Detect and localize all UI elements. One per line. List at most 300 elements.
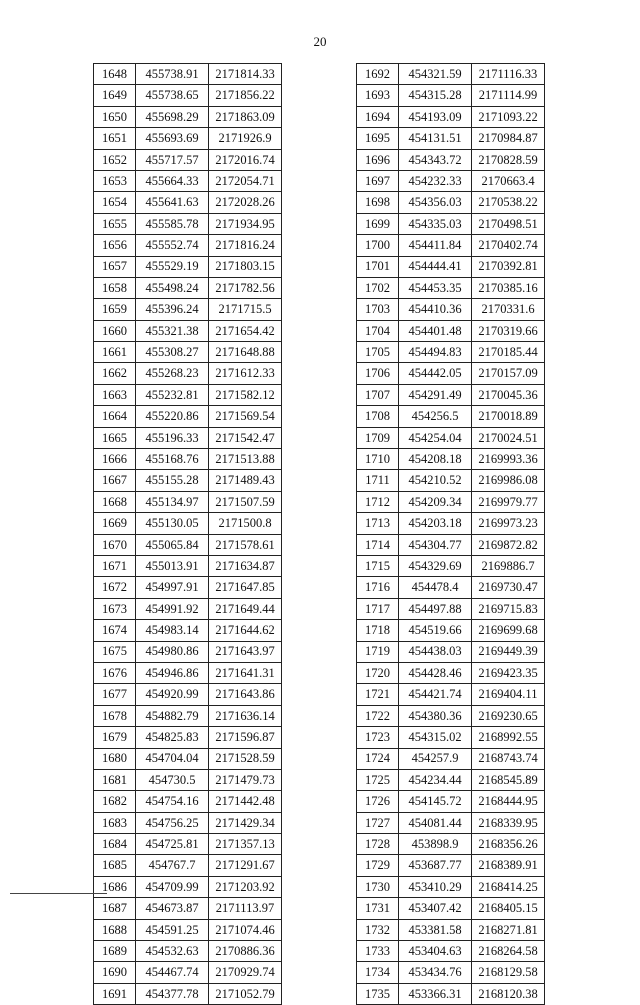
x-coordinate-cell: 454478.4 bbox=[399, 577, 472, 598]
x-coordinate-cell: 454453.35 bbox=[399, 277, 472, 298]
y-coordinate-cell: 2170984.87 bbox=[472, 128, 545, 149]
table-row bbox=[357, 598, 545, 619]
y-coordinate-cell: 2170929.74 bbox=[209, 962, 282, 983]
y-coordinate-cell: 2171636.14 bbox=[209, 705, 282, 726]
table-row bbox=[94, 919, 282, 940]
y-coordinate-cell: 2171649.44 bbox=[209, 598, 282, 619]
x-coordinate-cell: 454291.49 bbox=[399, 384, 472, 405]
table-row bbox=[357, 812, 545, 833]
point-number-cell: 1670 bbox=[94, 534, 136, 555]
x-coordinate-cell: 455013.91 bbox=[136, 555, 209, 576]
x-coordinate-cell: 454131.51 bbox=[399, 128, 472, 149]
table-row bbox=[357, 791, 545, 812]
point-number-cell: 1656 bbox=[94, 235, 136, 256]
y-coordinate-cell: 2169730.47 bbox=[472, 577, 545, 598]
point-number-cell: 1728 bbox=[357, 834, 399, 855]
x-coordinate-cell: 454725.81 bbox=[136, 834, 209, 855]
point-number-cell: 1732 bbox=[357, 919, 399, 940]
x-coordinate-cell: 454401.48 bbox=[399, 320, 472, 341]
point-number-cell: 1725 bbox=[357, 769, 399, 790]
table-row bbox=[94, 256, 282, 277]
point-number-cell: 1694 bbox=[357, 106, 399, 127]
y-coordinate-cell: 2168545.89 bbox=[472, 769, 545, 790]
table-row bbox=[94, 769, 282, 790]
table-row bbox=[357, 513, 545, 534]
table-row bbox=[357, 684, 545, 705]
x-coordinate-cell: 454467.74 bbox=[136, 962, 209, 983]
y-coordinate-cell: 2171114.99 bbox=[472, 85, 545, 106]
point-number-cell: 1731 bbox=[357, 898, 399, 919]
x-coordinate-cell: 454256.5 bbox=[399, 406, 472, 427]
coordinates-table-body bbox=[357, 64, 545, 1005]
x-coordinate-cell: 454673.87 bbox=[136, 898, 209, 919]
x-coordinate-cell: 454825.83 bbox=[136, 727, 209, 748]
x-coordinate-cell: 454208.18 bbox=[399, 449, 472, 470]
y-coordinate-cell: 2171648.88 bbox=[209, 342, 282, 363]
y-coordinate-cell: 2169886.7 bbox=[472, 555, 545, 576]
y-coordinate-cell: 2171357.13 bbox=[209, 834, 282, 855]
y-coordinate-cell: 2170331.6 bbox=[472, 299, 545, 320]
y-coordinate-cell: 2169993.36 bbox=[472, 449, 545, 470]
table-row bbox=[357, 449, 545, 470]
table-row bbox=[94, 791, 282, 812]
y-coordinate-cell: 2171647.85 bbox=[209, 577, 282, 598]
table-row bbox=[94, 149, 282, 170]
point-number-cell: 1678 bbox=[94, 705, 136, 726]
table-row bbox=[94, 320, 282, 341]
x-coordinate-cell: 454980.86 bbox=[136, 641, 209, 662]
x-coordinate-cell: 455529.19 bbox=[136, 256, 209, 277]
x-coordinate-cell: 453366.31 bbox=[399, 983, 472, 1004]
x-coordinate-cell: 455498.24 bbox=[136, 277, 209, 298]
point-number-cell: 1707 bbox=[357, 384, 399, 405]
x-coordinate-cell: 454203.18 bbox=[399, 513, 472, 534]
point-number-cell: 1706 bbox=[357, 363, 399, 384]
table-row bbox=[357, 919, 545, 940]
x-coordinate-cell: 454532.63 bbox=[136, 941, 209, 962]
point-number-cell: 1667 bbox=[94, 470, 136, 491]
point-number-cell: 1730 bbox=[357, 876, 399, 897]
x-coordinate-cell: 454497.88 bbox=[399, 598, 472, 619]
point-number-cell: 1713 bbox=[357, 513, 399, 534]
x-coordinate-cell: 454210.52 bbox=[399, 470, 472, 491]
table-row bbox=[357, 192, 545, 213]
x-coordinate-cell: 453410.29 bbox=[399, 876, 472, 897]
table-row bbox=[357, 834, 545, 855]
table-row bbox=[94, 299, 282, 320]
table-row bbox=[94, 705, 282, 726]
point-number-cell: 1691 bbox=[94, 983, 136, 1004]
point-number-cell: 1651 bbox=[94, 128, 136, 149]
y-coordinate-cell: 2168120.38 bbox=[472, 983, 545, 1004]
point-number-cell: 1649 bbox=[94, 85, 136, 106]
table-row bbox=[94, 834, 282, 855]
point-number-cell: 1699 bbox=[357, 213, 399, 234]
point-number-cell: 1679 bbox=[94, 727, 136, 748]
table-row bbox=[94, 727, 282, 748]
x-coordinate-cell: 455585.78 bbox=[136, 213, 209, 234]
point-number-cell: 1665 bbox=[94, 427, 136, 448]
point-number-cell: 1712 bbox=[357, 491, 399, 512]
y-coordinate-cell: 2171528.59 bbox=[209, 748, 282, 769]
x-coordinate-cell: 454304.77 bbox=[399, 534, 472, 555]
x-coordinate-cell: 455220.86 bbox=[136, 406, 209, 427]
y-coordinate-cell: 2171926.9 bbox=[209, 128, 282, 149]
point-number-cell: 1703 bbox=[357, 299, 399, 320]
y-coordinate-cell: 2171582.12 bbox=[209, 384, 282, 405]
x-coordinate-cell: 454145.72 bbox=[399, 791, 472, 812]
point-number-cell: 1690 bbox=[94, 962, 136, 983]
x-coordinate-cell: 455641.63 bbox=[136, 192, 209, 213]
y-coordinate-cell: 2170828.59 bbox=[472, 149, 545, 170]
x-coordinate-cell: 454754.16 bbox=[136, 791, 209, 812]
point-number-cell: 1686 bbox=[94, 876, 136, 897]
x-coordinate-cell: 454946.86 bbox=[136, 662, 209, 683]
table-row bbox=[357, 876, 545, 897]
y-coordinate-cell: 2171814.33 bbox=[209, 64, 282, 85]
point-number-cell: 1708 bbox=[357, 406, 399, 427]
point-number-cell: 1718 bbox=[357, 620, 399, 641]
point-number-cell: 1668 bbox=[94, 491, 136, 512]
x-coordinate-cell: 454591.25 bbox=[136, 919, 209, 940]
y-coordinate-cell: 2171513.88 bbox=[209, 449, 282, 470]
point-number-cell: 1655 bbox=[94, 213, 136, 234]
table-row bbox=[357, 748, 545, 769]
point-number-cell: 1680 bbox=[94, 748, 136, 769]
table-row bbox=[357, 235, 545, 256]
point-number-cell: 1684 bbox=[94, 834, 136, 855]
point-number-cell: 1663 bbox=[94, 384, 136, 405]
table-row bbox=[357, 299, 545, 320]
table-row bbox=[357, 128, 545, 149]
x-coordinate-cell: 453404.63 bbox=[399, 941, 472, 962]
y-coordinate-cell: 2168992.55 bbox=[472, 727, 545, 748]
x-coordinate-cell: 454193.09 bbox=[399, 106, 472, 127]
table-row bbox=[357, 577, 545, 598]
point-number-cell: 1674 bbox=[94, 620, 136, 641]
x-coordinate-cell: 454442.05 bbox=[399, 363, 472, 384]
x-coordinate-cell: 454232.33 bbox=[399, 170, 472, 191]
y-coordinate-cell: 2169715.83 bbox=[472, 598, 545, 619]
table-row bbox=[357, 256, 545, 277]
point-number-cell: 1650 bbox=[94, 106, 136, 127]
table-row bbox=[94, 491, 282, 512]
x-coordinate-cell: 454709.99 bbox=[136, 876, 209, 897]
x-coordinate-cell: 455168.76 bbox=[136, 449, 209, 470]
y-coordinate-cell: 2171489.43 bbox=[209, 470, 282, 491]
x-coordinate-cell: 454767.7 bbox=[136, 855, 209, 876]
table-row bbox=[94, 855, 282, 876]
y-coordinate-cell: 2171596.87 bbox=[209, 727, 282, 748]
point-number-cell: 1717 bbox=[357, 598, 399, 619]
y-coordinate-cell: 2171643.86 bbox=[209, 684, 282, 705]
x-coordinate-cell: 454730.5 bbox=[136, 769, 209, 790]
y-coordinate-cell: 2170886.36 bbox=[209, 941, 282, 962]
coordinates-table-right bbox=[356, 63, 545, 1005]
x-coordinate-cell: 455693.69 bbox=[136, 128, 209, 149]
point-number-cell: 1688 bbox=[94, 919, 136, 940]
table-row bbox=[357, 277, 545, 298]
table-row bbox=[94, 962, 282, 983]
table-row bbox=[357, 363, 545, 384]
point-number-cell: 1685 bbox=[94, 855, 136, 876]
x-coordinate-cell: 454377.78 bbox=[136, 983, 209, 1004]
x-coordinate-cell: 453434.76 bbox=[399, 962, 472, 983]
point-number-cell: 1692 bbox=[357, 64, 399, 85]
y-coordinate-cell: 2168414.25 bbox=[472, 876, 545, 897]
y-coordinate-cell: 2171578.61 bbox=[209, 534, 282, 555]
point-number-cell: 1704 bbox=[357, 320, 399, 341]
x-coordinate-cell: 454321.59 bbox=[399, 64, 472, 85]
y-coordinate-cell: 2171203.92 bbox=[209, 876, 282, 897]
point-number-cell: 1695 bbox=[357, 128, 399, 149]
point-number-cell: 1660 bbox=[94, 320, 136, 341]
table-row bbox=[94, 555, 282, 576]
y-coordinate-cell: 2171654.42 bbox=[209, 320, 282, 341]
x-coordinate-cell: 454983.14 bbox=[136, 620, 209, 641]
y-coordinate-cell: 2168444.95 bbox=[472, 791, 545, 812]
table-row bbox=[94, 128, 282, 149]
point-number-cell: 1700 bbox=[357, 235, 399, 256]
y-coordinate-cell: 2171641.31 bbox=[209, 662, 282, 683]
table-row bbox=[357, 149, 545, 170]
y-coordinate-cell: 2168743.74 bbox=[472, 748, 545, 769]
x-coordinate-cell: 454343.72 bbox=[399, 149, 472, 170]
x-coordinate-cell: 454444.41 bbox=[399, 256, 472, 277]
point-number-cell: 1724 bbox=[357, 748, 399, 769]
table-row bbox=[357, 320, 545, 341]
point-number-cell: 1687 bbox=[94, 898, 136, 919]
table-row bbox=[357, 855, 545, 876]
point-number-cell: 1729 bbox=[357, 855, 399, 876]
table-row bbox=[94, 449, 282, 470]
point-number-cell: 1681 bbox=[94, 769, 136, 790]
y-coordinate-cell: 2168356.26 bbox=[472, 834, 545, 855]
table-row bbox=[357, 170, 545, 191]
table-row bbox=[357, 983, 545, 1004]
y-coordinate-cell: 2169449.39 bbox=[472, 641, 545, 662]
point-number-cell: 1701 bbox=[357, 256, 399, 277]
x-coordinate-cell: 454356.03 bbox=[399, 192, 472, 213]
y-coordinate-cell: 2170663.4 bbox=[472, 170, 545, 191]
y-coordinate-cell: 2171093.22 bbox=[472, 106, 545, 127]
footnote-rule bbox=[10, 893, 107, 894]
table-row bbox=[94, 812, 282, 833]
x-coordinate-cell: 455738.91 bbox=[136, 64, 209, 85]
point-number-cell: 1675 bbox=[94, 641, 136, 662]
table-row bbox=[357, 106, 545, 127]
point-number-cell: 1733 bbox=[357, 941, 399, 962]
table-row bbox=[357, 555, 545, 576]
table-row bbox=[357, 641, 545, 662]
y-coordinate-cell: 2172054.71 bbox=[209, 170, 282, 191]
x-coordinate-cell: 455717.57 bbox=[136, 149, 209, 170]
x-coordinate-cell: 455130.05 bbox=[136, 513, 209, 534]
y-coordinate-cell: 2169986.08 bbox=[472, 470, 545, 491]
x-coordinate-cell: 455196.33 bbox=[136, 427, 209, 448]
point-number-cell: 1666 bbox=[94, 449, 136, 470]
x-coordinate-cell: 454329.69 bbox=[399, 555, 472, 576]
x-coordinate-cell: 454428.46 bbox=[399, 662, 472, 683]
x-coordinate-cell: 455308.27 bbox=[136, 342, 209, 363]
x-coordinate-cell: 454081.44 bbox=[399, 812, 472, 833]
x-coordinate-cell: 454997.91 bbox=[136, 577, 209, 598]
y-coordinate-cell: 2172016.74 bbox=[209, 149, 282, 170]
table-row bbox=[94, 620, 282, 641]
table-row bbox=[94, 406, 282, 427]
y-coordinate-cell: 2171856.22 bbox=[209, 85, 282, 106]
table-row bbox=[94, 106, 282, 127]
y-coordinate-cell: 2170385.16 bbox=[472, 277, 545, 298]
point-number-cell: 1710 bbox=[357, 449, 399, 470]
x-coordinate-cell: 454380.36 bbox=[399, 705, 472, 726]
point-number-cell: 1672 bbox=[94, 577, 136, 598]
y-coordinate-cell: 2170157.09 bbox=[472, 363, 545, 384]
point-number-cell: 1677 bbox=[94, 684, 136, 705]
x-coordinate-cell: 454421.74 bbox=[399, 684, 472, 705]
table-row bbox=[94, 192, 282, 213]
point-number-cell: 1735 bbox=[357, 983, 399, 1004]
y-coordinate-cell: 2170185.44 bbox=[472, 342, 545, 363]
table-row bbox=[94, 85, 282, 106]
x-coordinate-cell: 454335.03 bbox=[399, 213, 472, 234]
table-row bbox=[357, 427, 545, 448]
point-number-cell: 1664 bbox=[94, 406, 136, 427]
table-row bbox=[94, 277, 282, 298]
x-coordinate-cell: 454257.9 bbox=[399, 748, 472, 769]
point-number-cell: 1676 bbox=[94, 662, 136, 683]
x-coordinate-cell: 455664.33 bbox=[136, 170, 209, 191]
table-row bbox=[357, 727, 545, 748]
table-row bbox=[94, 641, 282, 662]
point-number-cell: 1657 bbox=[94, 256, 136, 277]
table-row bbox=[94, 662, 282, 683]
point-number-cell: 1661 bbox=[94, 342, 136, 363]
x-coordinate-cell: 455268.23 bbox=[136, 363, 209, 384]
table-row bbox=[94, 513, 282, 534]
x-coordinate-cell: 454254.04 bbox=[399, 427, 472, 448]
y-coordinate-cell: 2171816.24 bbox=[209, 235, 282, 256]
y-coordinate-cell: 2168389.91 bbox=[472, 855, 545, 876]
x-coordinate-cell: 455738.65 bbox=[136, 85, 209, 106]
x-coordinate-cell: 453381.58 bbox=[399, 919, 472, 940]
coordinates-table-left bbox=[93, 63, 282, 1005]
x-coordinate-cell: 454315.28 bbox=[399, 85, 472, 106]
x-coordinate-cell: 454234.44 bbox=[399, 769, 472, 790]
point-number-cell: 1723 bbox=[357, 727, 399, 748]
y-coordinate-cell: 2171113.97 bbox=[209, 898, 282, 919]
table-row bbox=[94, 983, 282, 1004]
x-coordinate-cell: 454704.04 bbox=[136, 748, 209, 769]
table-row bbox=[357, 534, 545, 555]
x-coordinate-cell: 454209.34 bbox=[399, 491, 472, 512]
table-row bbox=[94, 363, 282, 384]
point-number-cell: 1711 bbox=[357, 470, 399, 491]
y-coordinate-cell: 2171500.8 bbox=[209, 513, 282, 534]
y-coordinate-cell: 2170319.66 bbox=[472, 320, 545, 341]
x-coordinate-cell: 455698.29 bbox=[136, 106, 209, 127]
point-number-cell: 1658 bbox=[94, 277, 136, 298]
table-row bbox=[94, 427, 282, 448]
y-coordinate-cell: 2169699.68 bbox=[472, 620, 545, 641]
y-coordinate-cell: 2171643.97 bbox=[209, 641, 282, 662]
x-coordinate-cell: 454410.36 bbox=[399, 299, 472, 320]
x-coordinate-cell: 455155.28 bbox=[136, 470, 209, 491]
y-coordinate-cell: 2171052.79 bbox=[209, 983, 282, 1004]
y-coordinate-cell: 2170538.22 bbox=[472, 192, 545, 213]
table-row bbox=[94, 213, 282, 234]
table-row bbox=[357, 85, 545, 106]
y-coordinate-cell: 2169423.35 bbox=[472, 662, 545, 683]
point-number-cell: 1689 bbox=[94, 941, 136, 962]
point-number-cell: 1702 bbox=[357, 277, 399, 298]
y-coordinate-cell: 2171116.33 bbox=[472, 64, 545, 85]
y-coordinate-cell: 2171074.46 bbox=[209, 919, 282, 940]
x-coordinate-cell: 454882.79 bbox=[136, 705, 209, 726]
point-number-cell: 1673 bbox=[94, 598, 136, 619]
point-number-cell: 1722 bbox=[357, 705, 399, 726]
table-row bbox=[357, 64, 545, 85]
point-number-cell: 1715 bbox=[357, 555, 399, 576]
table-row bbox=[357, 898, 545, 919]
table-row bbox=[94, 684, 282, 705]
table-row bbox=[94, 876, 282, 897]
point-number-cell: 1682 bbox=[94, 791, 136, 812]
y-coordinate-cell: 2171291.67 bbox=[209, 855, 282, 876]
y-coordinate-cell: 2170045.36 bbox=[472, 384, 545, 405]
point-number-cell: 1659 bbox=[94, 299, 136, 320]
y-coordinate-cell: 2169973.23 bbox=[472, 513, 545, 534]
table-row bbox=[357, 491, 545, 512]
y-coordinate-cell: 2171934.95 bbox=[209, 213, 282, 234]
point-number-cell: 1696 bbox=[357, 149, 399, 170]
x-coordinate-cell: 453407.42 bbox=[399, 898, 472, 919]
table-row bbox=[94, 470, 282, 491]
y-coordinate-cell: 2171569.54 bbox=[209, 406, 282, 427]
x-coordinate-cell: 454438.03 bbox=[399, 641, 472, 662]
point-number-cell: 1693 bbox=[357, 85, 399, 106]
x-coordinate-cell: 455396.24 bbox=[136, 299, 209, 320]
y-coordinate-cell: 2171634.87 bbox=[209, 555, 282, 576]
table-row bbox=[94, 342, 282, 363]
point-number-cell: 1653 bbox=[94, 170, 136, 191]
y-coordinate-cell: 2170392.81 bbox=[472, 256, 545, 277]
y-coordinate-cell: 2170402.74 bbox=[472, 235, 545, 256]
table-row bbox=[357, 705, 545, 726]
y-coordinate-cell: 2171644.62 bbox=[209, 620, 282, 641]
y-coordinate-cell: 2171612.33 bbox=[209, 363, 282, 384]
table-row bbox=[94, 898, 282, 919]
y-coordinate-cell: 2171863.09 bbox=[209, 106, 282, 127]
x-coordinate-cell: 454411.84 bbox=[399, 235, 472, 256]
table-row bbox=[357, 470, 545, 491]
y-coordinate-cell: 2169872.82 bbox=[472, 534, 545, 555]
table-row bbox=[357, 620, 545, 641]
point-number-cell: 1727 bbox=[357, 812, 399, 833]
point-number-cell: 1720 bbox=[357, 662, 399, 683]
y-coordinate-cell: 2168405.15 bbox=[472, 898, 545, 919]
table-row bbox=[94, 64, 282, 85]
y-coordinate-cell: 2171542.47 bbox=[209, 427, 282, 448]
table-row bbox=[357, 662, 545, 683]
y-coordinate-cell: 2169979.77 bbox=[472, 491, 545, 512]
point-number-cell: 1669 bbox=[94, 513, 136, 534]
x-coordinate-cell: 454315.02 bbox=[399, 727, 472, 748]
x-coordinate-cell: 453687.77 bbox=[399, 855, 472, 876]
y-coordinate-cell: 2171507.59 bbox=[209, 491, 282, 512]
point-number-cell: 1721 bbox=[357, 684, 399, 705]
point-number-cell: 1709 bbox=[357, 427, 399, 448]
